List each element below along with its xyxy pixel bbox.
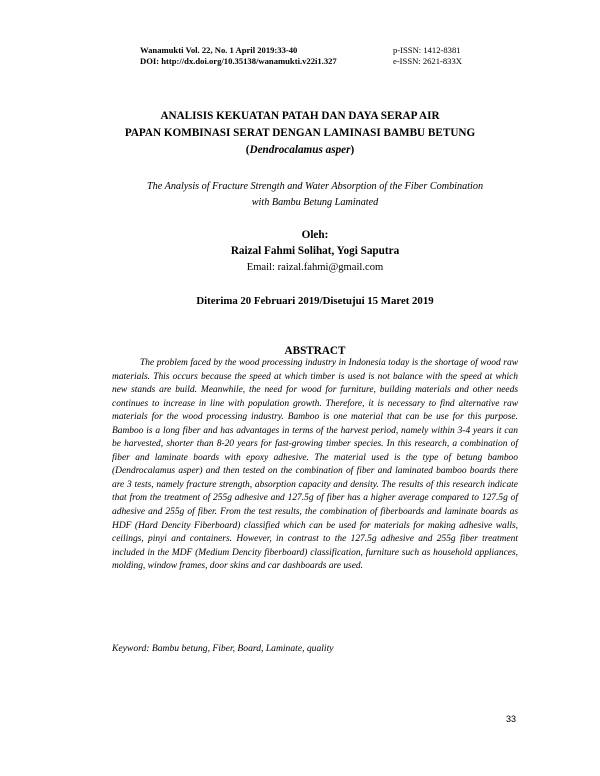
title-line-1: ANALISIS KEKUATAN PATAH DAN DAYA SERAP AIR (160, 110, 440, 122)
paper-title (0, 108, 600, 159)
title-scientific-name: (Dendrocalamus asper) (245, 144, 355, 156)
title-line-2: PAPAN KOMBINASI SERAT DENGAN LAMINASI BAMBU BETUNG (124, 127, 476, 139)
keywords: Keyword: Bambu betung, Fiber, Board, Laminate, quality (112, 643, 334, 654)
p-issn: p-ISSN: 1412-8381 (393, 45, 461, 55)
doi-link[interactable]: DOI: http://dx.doi.org/10.35138/wanamukti.v22i1.327 (140, 56, 337, 66)
journal-citation: Wanamukti Vol. 22, No. 1 April 2019:33-40 (140, 45, 298, 55)
english-title-line-2: with Bambu Betung Laminated (251, 197, 379, 208)
english-title (0, 179, 600, 211)
journal-header (140, 45, 337, 67)
submission-dates: Diterima 20 Februari 2019/Disetujui 15 Maret 2019 (196, 295, 434, 307)
abstract-body: The problem faced by the wood processing industry in Indonesia today is the shortage of wood raw materials. This occurs because the speed at which timber is used is not balance with the speed at which new stands are build. Meanwhile, the need for wood for furniture, building materials and other needs continues to increase in line with population growth. Therefore, it is necessary to find alternative raw materials for the wood processing industry. Bamboo is one material that can be use for this purpose. Bamboo is a long fiber and has advantages in terms of the harvest period, namely within 3-4 years it can be harvested, shorter than 8-20 years for fast-growing timber species. In this research, a combination of fiber and laminate boards with epoxy adhesive. The material used is the type of betung bamboo (Dendrocalamus asper) and then tested on the combination of fiber and laminated bamboo boards there are 3 tests, namely fracture strength, absorption capacity and density. The results of this research indicate that from the treatment of 255g adhesive and 127.5g of fiber has a higher average compared to 127.5g of adhesive and 255g of fiber. From the test results, the combination of fiberboards and laminate boards as HDF (Hard Dencity Fiberboard) classified which can be used for materials for making adhesive walls, ceilings, pinyi and containers. However, in contrast to the 127.5g adhesive and 255g fiber treatment included in the MDF (Medium Dencity fiberboard) classification, furniture such as household appliances, molding, window frames, door skins and car dashboards are used. (112, 358, 518, 572)
issn-block (393, 45, 462, 67)
e-issn: e-ISSN: 2621-833X (393, 56, 462, 66)
english-title-line-1: The Analysis of Fracture Strength and Water Absorption of the Fiber Combination (146, 181, 484, 192)
page-number: 33 (506, 714, 517, 724)
author-names: Raizal Fahmi Solihat, Yogi Saputra (230, 245, 400, 257)
author-email: Email: raizal.fahmi@gmail.com (246, 262, 384, 273)
abstract-heading: ABSTRACT (284, 345, 346, 357)
oleh-label: Oleh: (301, 229, 329, 241)
